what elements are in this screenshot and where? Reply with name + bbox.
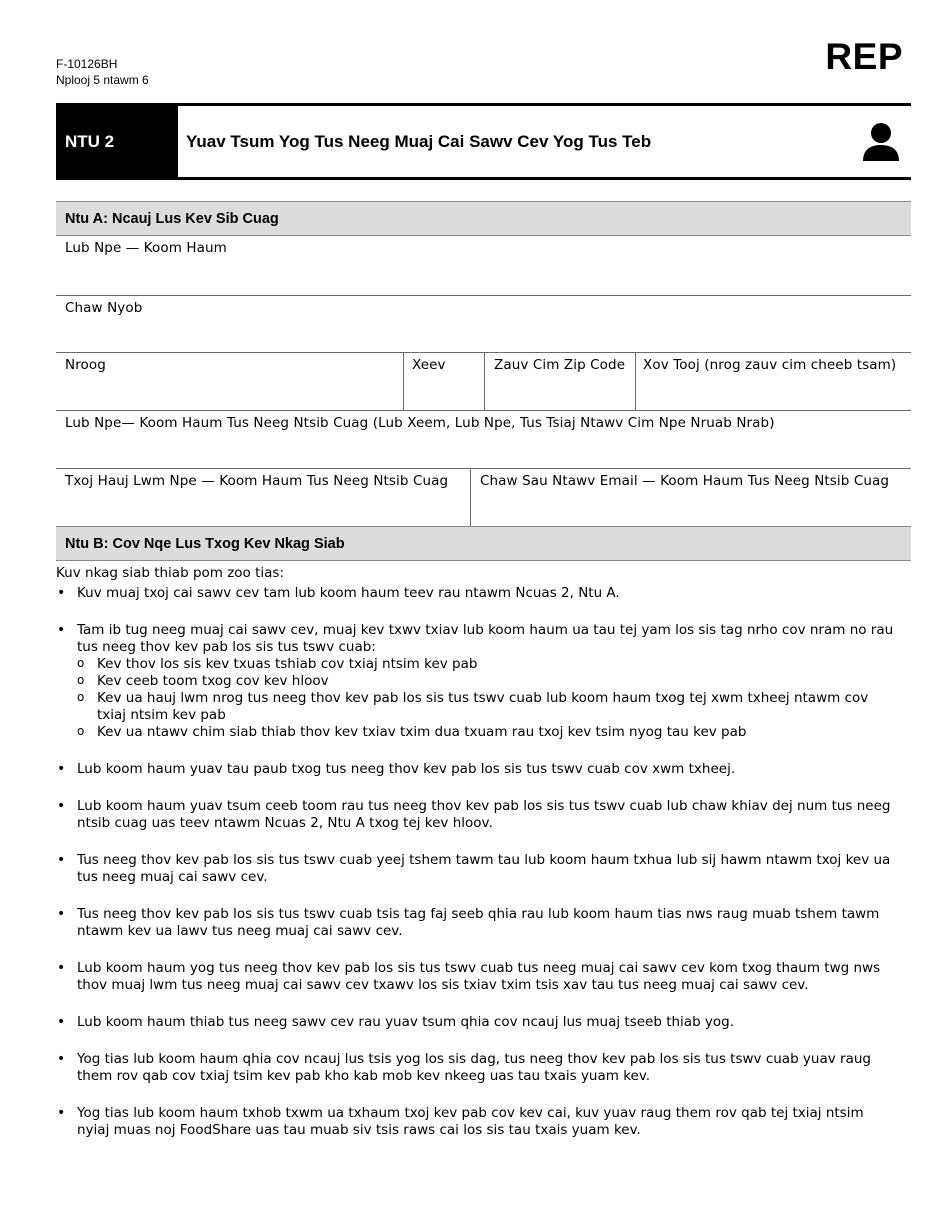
list-item: • Yog tias lub koom haum qhia cov ncauj lus tsis yog los sis dag, tus neeg thov kev pab los sis tus tswv cuab yuav raug them rov qab cov txiaj tsim kev pab kho kab mob kev nkeeg uas tau txais yuam kev. xyxy=(56,1051,896,1085)
list-item-text: Tam ib tug neeg muaj cai sawv cev, muaj kev txwv txiav lub koom haum ua tau tej yam los sis tag nrho cov nram no rau tus neeg thov kev pab los sis tus tswv cuab: xyxy=(77,622,894,655)
contact-title-field[interactable] xyxy=(56,469,470,527)
person-icon-graphic xyxy=(862,122,900,162)
city-label: Nroog xyxy=(65,357,106,373)
row-city-state-zip-phone xyxy=(56,353,911,411)
contact-title-label: Txoj Hauj Lwm Npe — Koom Haum Tus Neeg Ntsib Cuag xyxy=(65,473,449,489)
list-item: • Lub koom haum yuav tsum ceeb toom rau tus neeg thov kev pab los sis tus tswv cuab lub chaw khiav dej num tus neeg ntsib cuag uas teev ntawm Ncuas 2, Ntu A txog tej kev hloov. xyxy=(56,798,896,832)
organization-name-field[interactable] xyxy=(56,236,911,295)
row-contact-name xyxy=(56,411,911,469)
row-contact-title-email xyxy=(56,469,911,527)
list-item: • Lub koom haum thiab tus neeg sawv cev rau yuav tsum qhia cov ncauj lus muaj tseeb thiab yog. xyxy=(56,1014,896,1031)
list-item: • Tus neeg thov kev pab los sis tus tswv cuab yeej tshem tawm tau lub koom haum txhua lub sij hawm ntawm txoj kev ua tus neeg muaj cai sawv cev. xyxy=(56,852,896,886)
sub-list-item: o Kev ua ntawv chim siab thiab thov kev txiav txim dua txuam rau txoj kev tsim nyog tau kev pab xyxy=(77,724,896,741)
sub-list-item: o Kev thov los sis kev txuas tshiab cov txiaj ntsim kev pab xyxy=(77,656,896,673)
form-number: F-10126BH xyxy=(56,57,118,71)
list-item xyxy=(56,622,896,741)
part-b-body xyxy=(56,565,896,1159)
sub-list xyxy=(77,656,896,741)
header-bottom-rule xyxy=(56,177,911,180)
contact-email-field[interactable] xyxy=(470,469,911,527)
state-field[interactable] xyxy=(403,353,484,410)
section-number: NTU 2 xyxy=(56,106,178,177)
sub-list-item: o Kev ceeb toom txog cov kev hloov xyxy=(77,673,896,690)
row-organization-name xyxy=(56,236,911,296)
section-title: Yuav Tsum Yog Tus Neeg Muaj Cai Sawv Cev Yog Tus Teb xyxy=(186,131,652,151)
contact-email-label: Chaw Sau Ntawv Email — Koom Haum Tus Neeg Ntsib Cuag xyxy=(480,473,890,489)
part-b-intro: Kuv nkag siab thiab pom zoo tias: xyxy=(56,565,285,581)
zip-code-field[interactable] xyxy=(484,353,635,410)
list-item: • Yog tias lub koom haum txhob txwm ua txhaum txoj kev pab cov kev cai, kuv yuav raug them rov qab tej txiaj ntsim nyiaj muas noj FoodShare uas tau muab siv tsis raws cai los sis tau txais yuam kev. xyxy=(56,1105,896,1139)
person-icon xyxy=(851,106,911,177)
list-item: • Tus neeg thov kev pab los sis tus tswv cuab tsis tag faj seeb qhia rau lub koom haum tias nws raug muab tshem tawm ntawm kev ua lawv tus neeg muaj cai sawv cev. xyxy=(56,906,896,940)
phone-label: Xov Tooj (nrog zauv cim cheeb tsam) xyxy=(643,357,897,373)
row-address xyxy=(56,296,911,353)
statements-list xyxy=(56,585,896,1139)
part-b-heading: Ntu B: Cov Nqe Lus Txog Kev Nkag Siab xyxy=(56,526,911,561)
list-item: • Lub koom haum yuav tau paub txog tus neeg thov kev pab los sis tus tswv cuab cov xwm txheej. xyxy=(56,761,896,778)
city-field[interactable] xyxy=(56,353,403,410)
state-label: Xeev xyxy=(412,357,446,373)
list-item: • Lub koom haum yog tus neeg thov kev pab los sis tus tswv cuab tus neeg muaj cai sawv cev kom txog thaum twg nws thov muaj lwm tus neeg muaj cai sawv cev txawv los sis txiav txim tsis xav tau tus neeg muaj cai sawv cev. xyxy=(56,960,896,994)
form-identifier xyxy=(56,56,149,88)
phone-field[interactable] xyxy=(635,353,911,410)
page-number: Nplooj 5 ntawm 6 xyxy=(56,73,149,87)
address-field[interactable] xyxy=(56,296,911,352)
contact-name-label: Lub Npe— Koom Haum Tus Neeg Ntsib Cuag (Lub Xeem, Lub Npe, Tus Tsiaj Ntawv Cim Npe Nruab Nrab) xyxy=(65,415,775,431)
list-item: • Kuv muaj txoj cai sawv cev tam lub koom haum teev rau ntawm Ncuas 2, Ntu A. xyxy=(56,585,896,602)
organization-name-label: Lub Npe — Koom Haum xyxy=(65,240,227,256)
address-label: Chaw Nyob xyxy=(65,300,143,316)
contact-name-field[interactable] xyxy=(56,411,911,468)
section-header xyxy=(56,106,911,177)
part-a-heading: Ntu A: Ncauj Lus Kev Sib Cuag xyxy=(56,201,911,236)
sub-list-item: o Kev ua hauj lwm nrog tus neeg thov kev pab los sis tus tswv cuab lub koom haum txog tej xwm txheej ntawm cov txiaj ntsim kev pab xyxy=(77,690,896,724)
rep-badge: REP xyxy=(825,36,903,77)
zip-code-label: Zauv Cim Zip Code xyxy=(494,357,626,373)
